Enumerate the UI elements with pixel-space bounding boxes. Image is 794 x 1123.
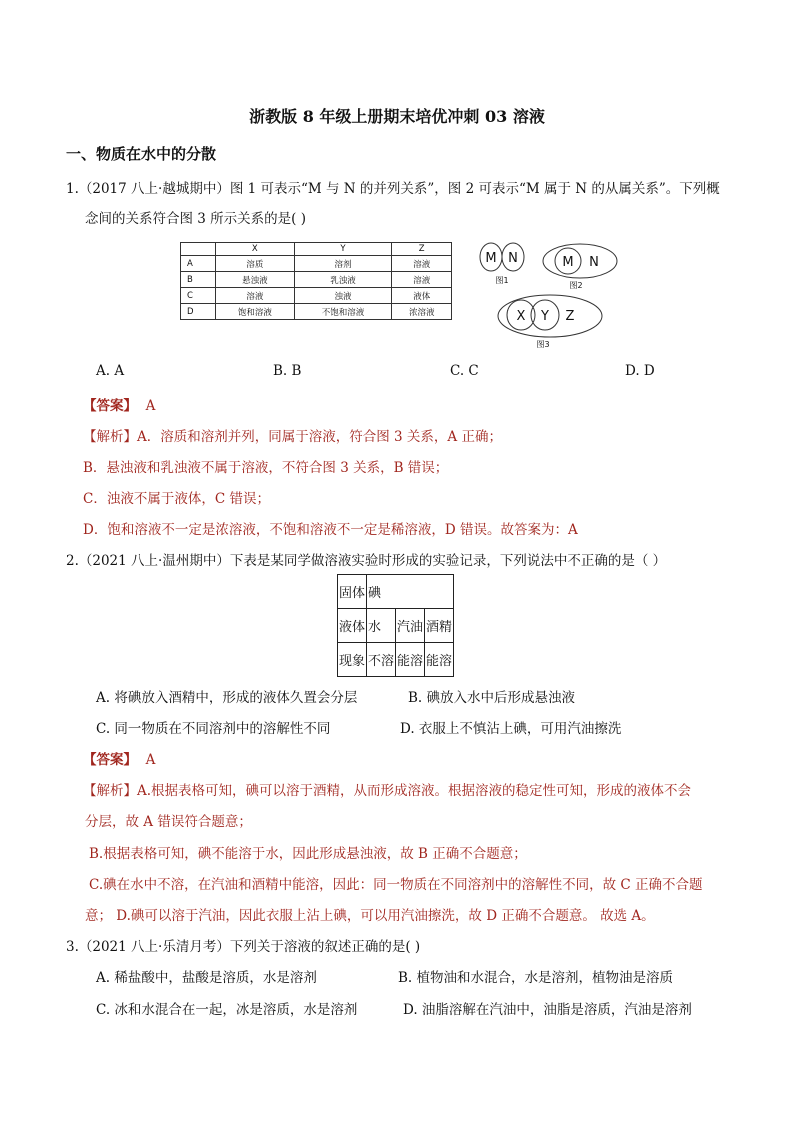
answer-value: A <box>145 398 156 414</box>
table-cell: 溶液 <box>216 288 295 304</box>
q1-option-a: A. A <box>96 363 125 379</box>
table-cell: D <box>181 304 216 320</box>
q2-analysis-line1 <box>83 779 691 799</box>
q2-table <box>337 574 454 677</box>
table-cell: Y <box>294 243 392 256</box>
fig1-m-label: M <box>485 251 497 266</box>
analysis-tag: 【解析】 <box>83 429 137 445</box>
q3-option-d: D. 油脂溶解在汽油中，油脂是溶质，汽油是溶剂 <box>403 1002 692 1018</box>
q2-analysis-line2: 分层，故 A 错误符合题意； <box>85 814 252 830</box>
q1-analysis-line1 <box>83 425 502 445</box>
table-cell: 碘 <box>367 575 454 609</box>
q2-option-a: A. 将碘放入酒精中，形成的液体久置会分层 <box>96 690 358 706</box>
analysis-text: A.根据表格可知，碘可以溶于酒精，从而形成溶液。根据溶液的稳定性可知，形成的液体不会 <box>137 783 692 799</box>
table-cell: 酒精 <box>425 609 454 643</box>
fig2-caption: 图2 <box>569 281 583 290</box>
q1-analysis-line4: D．饱和溶液不一定是浓溶液，不饱和溶液不一定是稀溶液，D 错误。故答案为：A <box>83 522 578 538</box>
table-cell: 现象 <box>338 643 367 677</box>
q1-stem-line1: 1.（2017 八上·越城期中）图 1 可表示“M 与 N 的并列关系”，图 2 可表示“M 属于 N 的从属关系”。下列概 <box>66 181 720 197</box>
table-cell: 汽油 <box>396 609 425 643</box>
answer-value: A <box>145 752 156 768</box>
table-cell: 不饱和溶液 <box>294 304 392 320</box>
table-cell: 溶剂 <box>294 256 392 272</box>
q2-option-c: C. 同一物质在不同溶剂中的溶解性不同 <box>96 721 331 737</box>
q3-option-c: C. 冰和水混合在一起，冰是溶质，水是溶剂 <box>96 1002 358 1018</box>
q1-analysis-line3: C．浊液不属于液体，C 错误； <box>83 491 270 507</box>
table-cell: A <box>181 256 216 272</box>
venn-diagram-figure <box>470 236 630 354</box>
q3-option-b: B. 植物油和水混合，水是溶剂，植物油是溶质 <box>398 970 674 986</box>
fig3-y-label: Y <box>541 309 549 324</box>
table-header-row <box>181 243 452 256</box>
q1-option-c: C. C <box>450 363 479 379</box>
q1-analysis-line2: B．悬浊液和乳浊液不属于溶液，不符合图 3 关系，B 错误； <box>83 460 449 476</box>
table-cell: 溶液 <box>392 256 452 272</box>
table-cell: 固体 <box>338 575 367 609</box>
table-cell: 液体 <box>392 288 452 304</box>
table-cell: 浓溶液 <box>392 304 452 320</box>
table-cell: 浊液 <box>294 288 392 304</box>
q2-option-d: D. 衣服上不慎沾上碘，可用汽油擦洗 <box>400 721 622 737</box>
table-row <box>181 288 452 304</box>
table-cell: 溶液 <box>392 272 452 288</box>
table-cell: X <box>216 243 295 256</box>
q2-stem: 2.（2021 八上·温州期中）下表是某同学做溶液实验时形成的实验记录，下列说法中不正确的是（ ） <box>66 553 667 569</box>
table-cell: C <box>181 288 216 304</box>
table-row <box>181 272 452 288</box>
table-cell: 乳浊液 <box>294 272 392 288</box>
table-cell: B <box>181 272 216 288</box>
table-row <box>181 304 452 320</box>
table-cell: 不溶 <box>367 643 396 677</box>
analysis-text: A．溶质和溶剂并列，同属于溶液，符合图 3 关系，A 正确； <box>137 429 502 445</box>
fig3-x-label: X <box>516 309 526 324</box>
document-title: 浙教版 8 年级上册期末培优冲刺 03 溶液 <box>249 107 545 126</box>
table-cell: 饱和溶液 <box>216 304 295 320</box>
answer-tag: 【答案】 <box>83 752 137 768</box>
table-cell: Z <box>392 243 452 256</box>
fig1-caption: 图1 <box>495 276 509 285</box>
q2-analysis-line3: B.根据表格可知，碘不能溶于水，因此形成悬浊液，故 B 正确不合题意； <box>89 846 527 862</box>
table-row <box>181 256 452 272</box>
q2-analysis-line5: 意； D.碘可以溶于汽油，因此衣服上沾上碘，可以用汽油擦洗，故 D 正确不合题意。 故选 A。 <box>85 908 655 924</box>
table-row <box>338 609 454 643</box>
q1-option-b: B. B <box>273 363 302 379</box>
q2-option-b: B. 碘放入水中后形成悬浊液 <box>408 690 576 706</box>
section-heading: 一、物质在水中的分散 <box>66 145 217 163</box>
q1-answer <box>83 394 155 414</box>
fig2-n-label: N <box>589 255 599 270</box>
analysis-tag: 【解析】 <box>83 783 137 799</box>
table-cell: 水 <box>367 609 396 643</box>
table-cell: 能溶 <box>425 643 454 677</box>
table-cell <box>181 243 216 256</box>
fig3-caption: 图3 <box>536 340 550 349</box>
q1-option-d: D. D <box>625 363 655 379</box>
table-cell: 溶质 <box>216 256 295 272</box>
q1-table <box>180 242 452 320</box>
fig3-z-label: Z <box>565 309 575 324</box>
fig2-n-ellipse <box>543 244 617 278</box>
answer-tag: 【答案】 <box>83 398 137 414</box>
fig2-m-label: M <box>562 255 574 270</box>
table-cell: 能溶 <box>396 643 425 677</box>
q3-option-a: A. 稀盐酸中，盐酸是溶质，水是溶剂 <box>96 970 317 986</box>
table-cell: 悬浊液 <box>216 272 295 288</box>
q1-stem-line2: 念间的关系符合图 3 所示关系的是( ) <box>85 211 306 227</box>
fig1-n-label: N <box>508 251 518 266</box>
table-row <box>338 643 454 677</box>
q3-stem: 3.（2021 八上·乐清月考）下列关于溶液的叙述正确的是( ) <box>66 939 421 955</box>
q2-answer <box>83 748 155 768</box>
table-row <box>338 575 454 609</box>
table-cell: 液体 <box>338 609 367 643</box>
q2-analysis-line4: C.碘在水中不溶，在汽油和酒精中能溶，因此：同一物质在不同溶剂中的溶解性不同，故 C 正确不合题 <box>89 877 703 893</box>
